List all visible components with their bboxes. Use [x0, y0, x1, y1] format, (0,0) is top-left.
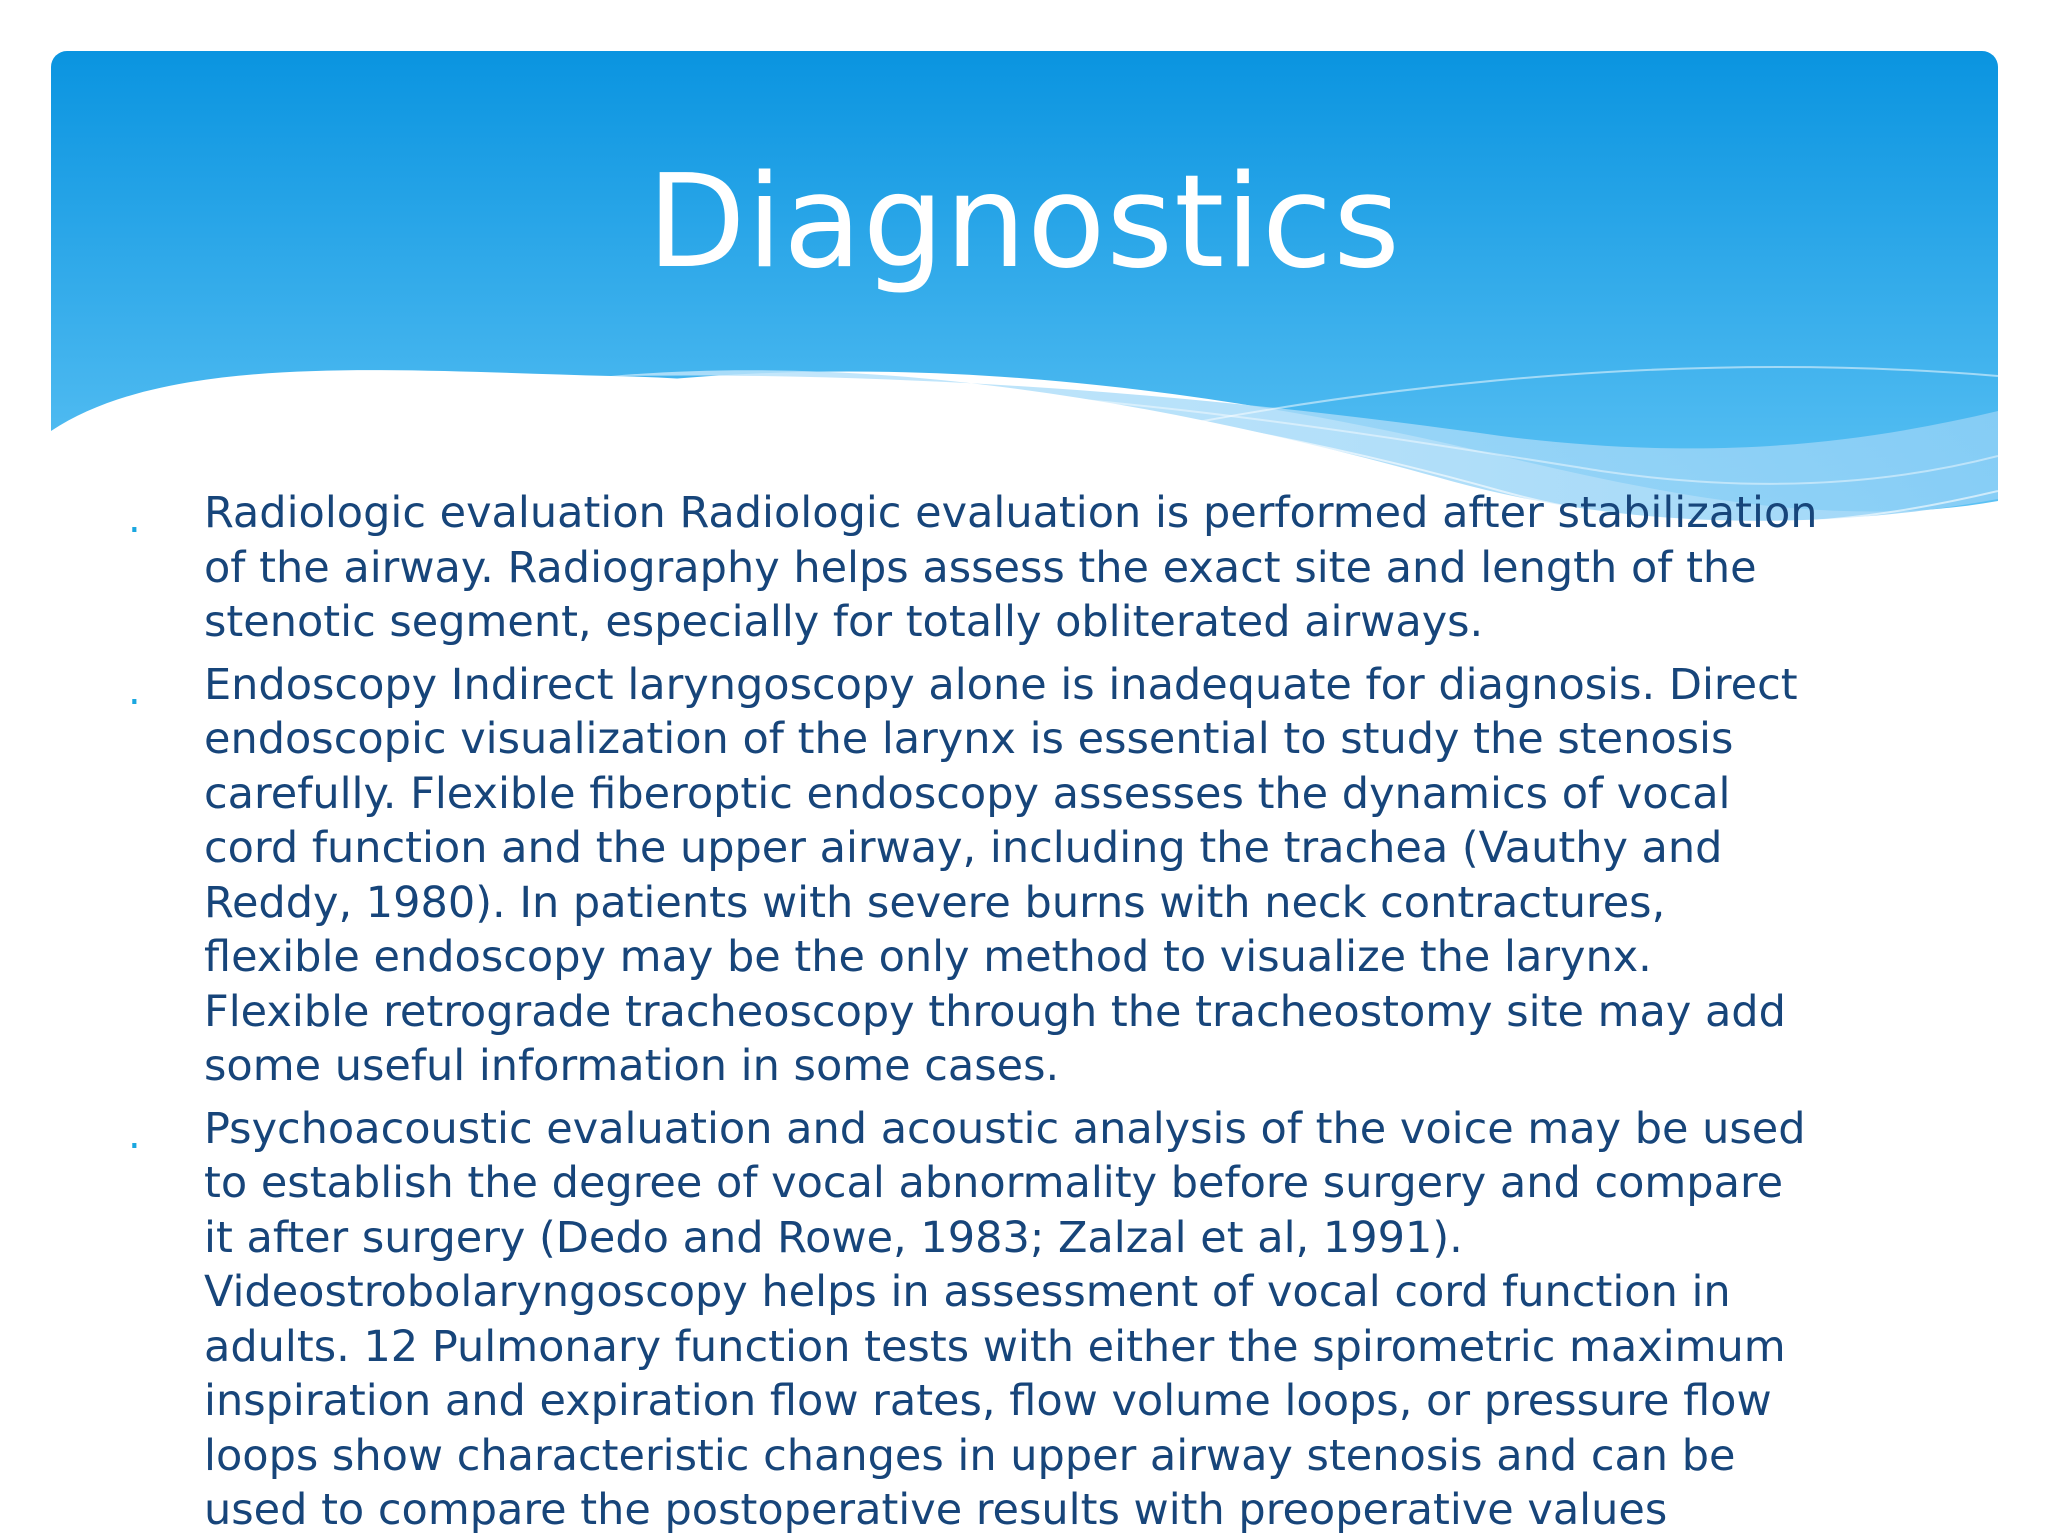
bullet-text: Psychoacoustic evaluation and acoustic analysis of the voice may be used to establish the degree of vocal abnormality before surgery and compare it after surgery (Dedo and Rowe, 1983; Zalzal et al, 1991). Videostrobolaryngoscopy helps in assessment of vocal cord function in adults. 12 Pulmonary function tests with either the spirometric maximum inspiration and expiration flow rates, flow volume loops, or pressure flow loops show characteristic changes in upper airway stenosis and can be used to compare the postoperative results with preoperative values — [204, 1103, 1806, 1535]
bullet-dot-icon: . — [128, 496, 141, 542]
bullet-text: Endoscopy Indirect laryngoscopy alone is inadequate for diagnosis. Direct endoscopic visualization of the larynx is essential to study the stenosis carefully. Flexible fiberoptic endoscopy assesses the dynamics of vocal cord function and the upper airway, including the trachea (Vauthy and Reddy, 1980). In patients with severe burns with neck contractures, flexible endoscopy may be the only method to visualize the larynx. Flexible retrograde tracheoscopy through the tracheostomy site may add some useful information in some cases. — [204, 659, 1798, 1091]
bullet-text: Radiologic evaluation Radiologic evaluation is performed after stabilization of the airway. Radiography helps assess the exact site and length of the stenotic segment, especially for totally obliterated airways. — [204, 488, 1818, 647]
bullet-list — [120, 486, 1820, 1536]
slide-body — [120, 486, 1820, 1536]
bullet-item — [120, 486, 1820, 650]
bullet-item — [120, 658, 1820, 1094]
bullet-dot-icon: . — [128, 667, 141, 714]
bullet-dot-icon: . — [128, 1111, 141, 1158]
slide-title: Diagnostics — [647, 148, 1401, 297]
bullet-item — [120, 1102, 1820, 1536]
